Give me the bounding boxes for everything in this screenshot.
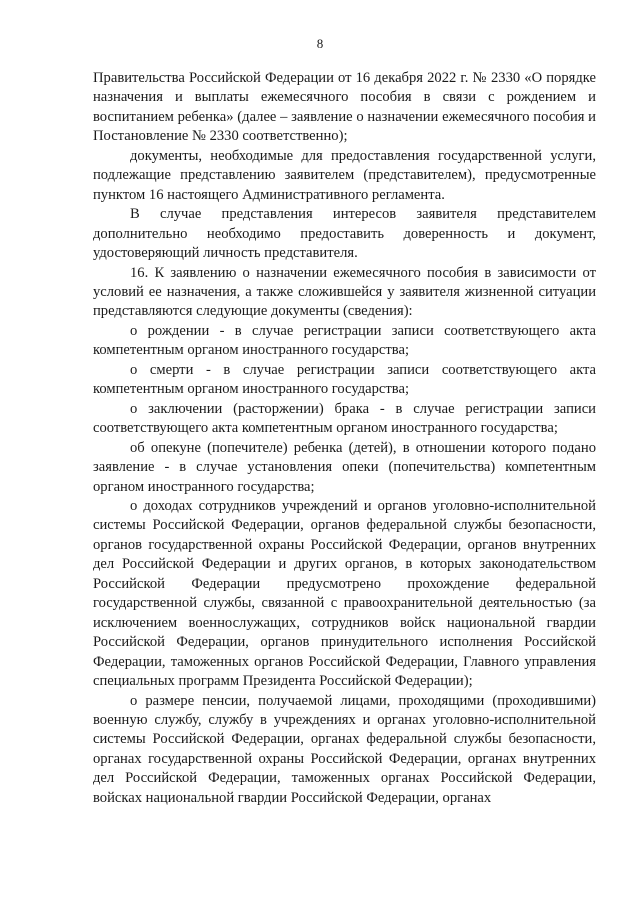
paragraph-birth-record: о рождении - в случае регистрации записи соответствующего акта компетентным органом иностранного государства; bbox=[93, 322, 596, 359]
document-body bbox=[93, 69, 596, 808]
paragraph-representative: В случае представления интересов заявителя представителем дополнительно необходимо предоставить доверенность и документ, удостоверяющий личность представителя. bbox=[93, 206, 596, 262]
paragraph-death-record: о смерти - в случае регистрации записи соответствующего акта компетентным органом иностранного государства; bbox=[93, 361, 596, 398]
page-number: 8 bbox=[316, 36, 324, 51]
paragraph-guardian-record: об опекуне (попечителе) ребенка (детей), в отношении которого подано заявление - в случае установления опеки (попечительства) компетентным органом иностранного государства; bbox=[93, 439, 596, 495]
paragraph-clause-16: 16. К заявлению о назначении ежемесячного пособия в зависимости от условий ее назначения, а также сложившейся у заявителя жизненной ситуации представляются следующие документы (сведения): bbox=[93, 264, 596, 320]
paragraph-pension-amount: о размере пенсии, получаемой лицами, проходящими (проходившими) военную службу, службу в учреждениях и органах уголовно-исполнительной системы Российской Федерации, органах федеральной службы безопасности, органах государственной охраны Российской Федерации, органах внутренних дел Российской Федерации, таможенных органах Российской Федерации, войсках национальной гвардии Российской Федерации, органах bbox=[93, 692, 596, 806]
paragraph-required-documents: документы, необходимые для предоставления государственной услуги, подлежащие представлению заявителем (представителем), предусмотренные пунктом 16 настоящего Административного регламента. bbox=[93, 147, 596, 203]
paragraph-marriage-record: о заключении (расторжении) брака - в случае регистрации записи соответствующего акта компетентным органом иностранного государства; bbox=[93, 400, 596, 437]
paragraph-resolution-reference: Правительства Российской Федерации от 16 декабря 2022 г. № 2330 «О порядке назначения и выплаты ежемесячного пособия в связи с рождением и воспитанием ребенка» (далее – заявление о назначении ежемесячного пособия и Постановление № 2330 соответственно); bbox=[93, 70, 596, 145]
paragraph-employee-income: о доходах сотрудников учреждений и органов уголовно-исполнительной системы Российской Федерации, органов федеральной службы безопасности, органов государственной охраны Российской Федерации, органов внутренних дел Российской Федерации и других органов, в которых законодательством Российской Федерации предусмотрено прохождение федеральной государственной службы, связанной с правоохранительной деятельностью (за исключением военнослужащих, сотрудников войск национальной гвардии Российской Федерации, органов принудительного исполнения Российской Федерации, таможенных органов Российской Федерации, Главного управления специальных программ Президента Российской Федерации); bbox=[93, 497, 596, 690]
